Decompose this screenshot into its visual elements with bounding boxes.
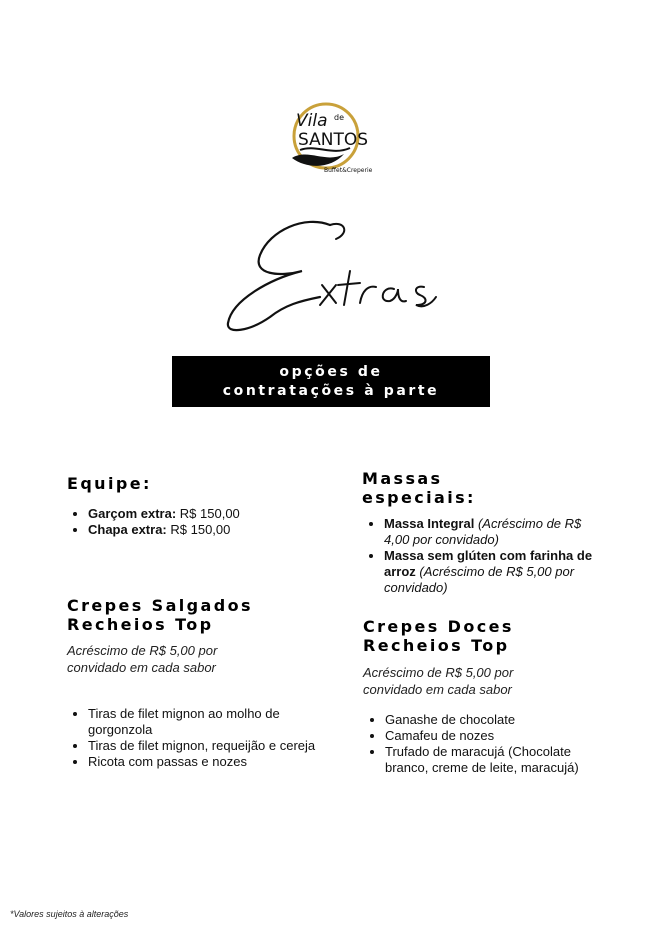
salgados-list <box>67 706 328 770</box>
list-item: • Ricota com passas e nozes <box>88 754 328 770</box>
banner-line-2: contratações à parte <box>222 382 440 399</box>
list-item: • Tiras de filet mignon, requeijão e cereja <box>88 738 328 754</box>
salgados-heading: Crepes Salgados Recheios Top <box>67 596 253 634</box>
page-title-text <box>210 205 450 345</box>
list-item: • Trufado de maracujá (Chocolate branco, creme de leite, maracujá) <box>385 744 607 776</box>
list-item: • Camafeu de nozes <box>385 728 607 744</box>
footer-disclaimer: *Valores sujeitos à alterações <box>10 909 129 919</box>
equipe-heading: Equipe: <box>67 474 152 493</box>
doces-heading: Crepes Doces Recheios Top <box>363 617 514 655</box>
page-title <box>210 205 450 345</box>
list-item: • Garçom extra: R$ 150,00 <box>88 506 328 522</box>
salgados-note: Acréscimo de R$ 5,00 por convidado em cada sabor <box>67 643 218 675</box>
massas-list <box>363 516 609 596</box>
equipe-list <box>67 506 328 538</box>
doces-list <box>364 712 607 776</box>
massas-heading: Massas especiais: <box>362 469 476 507</box>
banner-line-1: opções de <box>279 363 383 380</box>
list-item: • Massa Integral (Acréscimo de R$ 4,00 por convidado) <box>384 516 609 548</box>
doces-note: Acréscimo de R$ 5,00 por convidado em cada sabor <box>363 665 514 697</box>
options-banner <box>172 356 490 407</box>
logo-tagline: Buffet&Creperie <box>324 167 373 174</box>
list-item: • Tiras de filet mignon ao molho de gorgonzola <box>88 706 328 738</box>
vila-de-santos-logo <box>286 98 378 176</box>
logo-text-santos: SANTOS <box>298 130 369 150</box>
list-item: • Ganashe de chocolate <box>385 712 607 728</box>
logo-text-vila: Vila <box>296 111 328 131</box>
logo-text-de: de <box>334 113 344 122</box>
list-item: • Massa sem glúten com farinha de arroz (Acréscimo de R$ 5,00 por convidado) <box>384 548 609 596</box>
list-item: • Chapa extra: R$ 150,00 <box>88 522 328 538</box>
